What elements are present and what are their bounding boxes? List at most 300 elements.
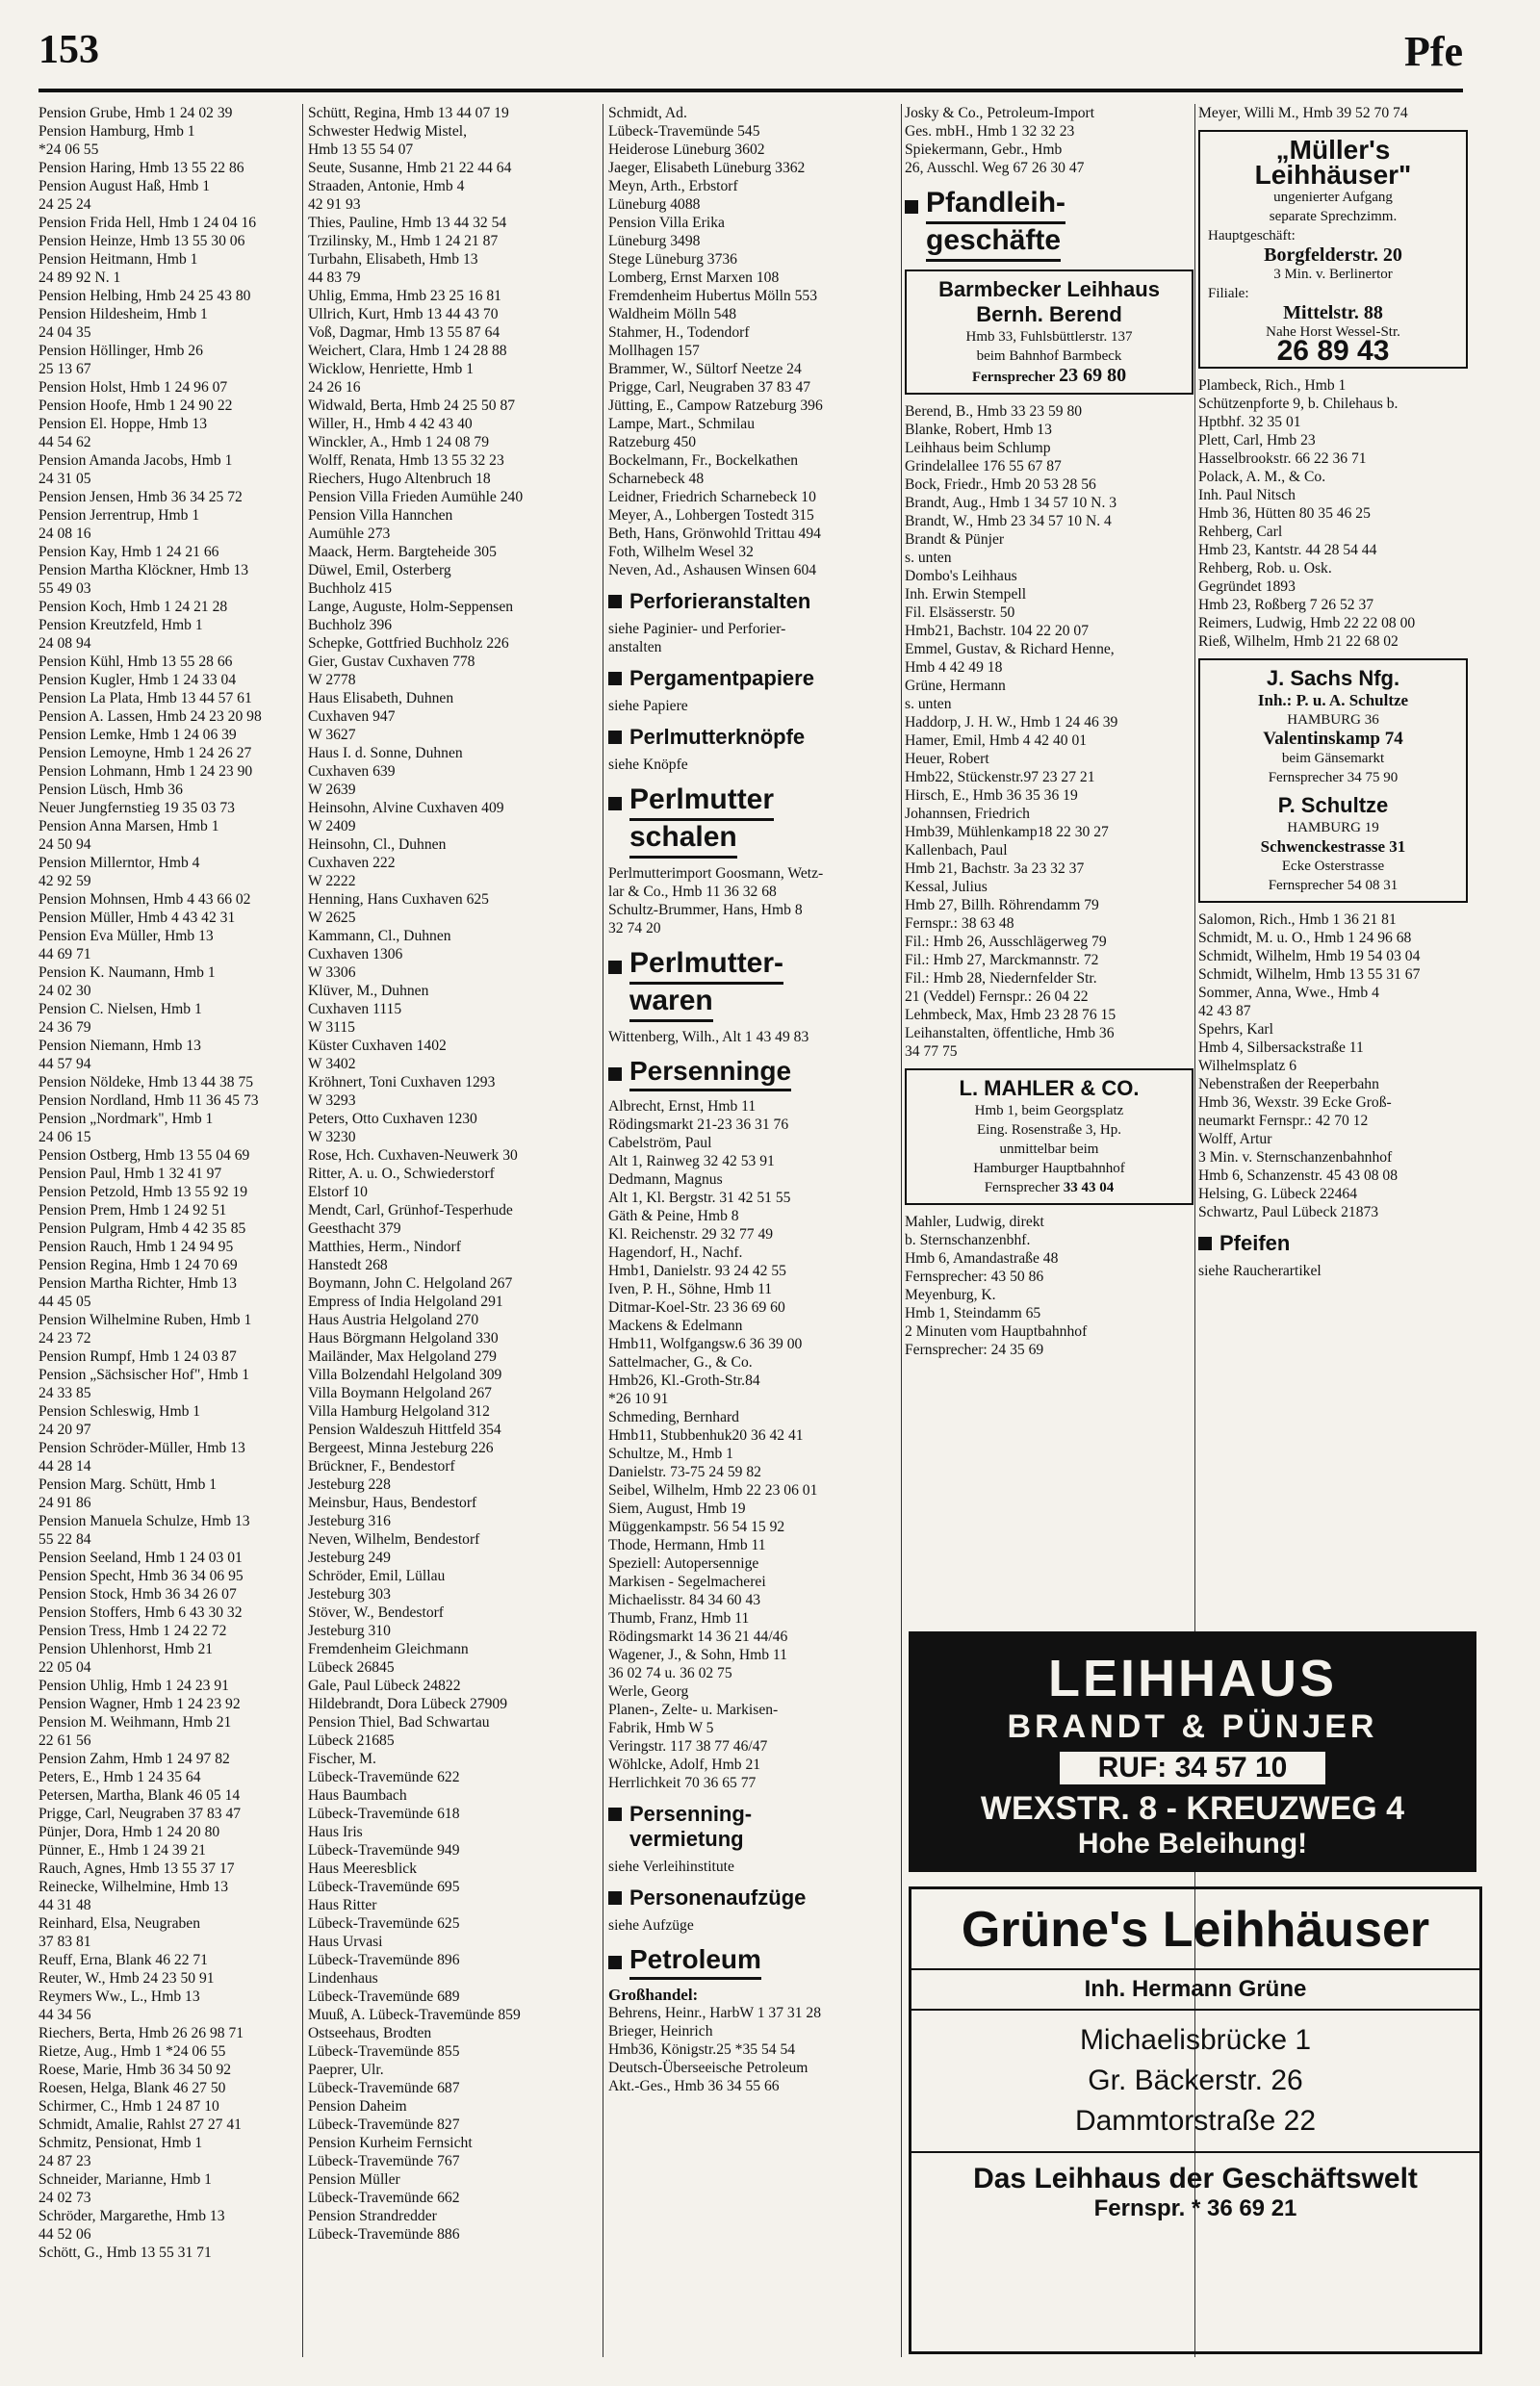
directory-entry: Rehberg, Rob. u. Osk.: [1198, 560, 1332, 577]
ad-title: LEIHHAUS: [1047, 1650, 1337, 1707]
directory-entry: Pension Amanda Jacobs, Hmb 1: [38, 452, 233, 469]
see-reference: siehe Verleihinstitute: [608, 1859, 734, 1875]
directory-entry: Wöhlcke, Adolf, Hmb 21: [608, 1757, 761, 1773]
directory-entry: Lübeck-Travemünde 622: [308, 1769, 460, 1785]
directory-entry: Hmb11, Stubbenhuk20 36 42 41: [608, 1427, 804, 1444]
directory-entry: 32 74 20: [608, 920, 661, 936]
directory-entry: 22 05 04: [38, 1659, 91, 1676]
directory-entry: Trzilinsky, M., Hmb 1 24 21 87: [308, 233, 499, 249]
directory-entry: Ullrich, Kurt, Hmb 13 44 43 70: [308, 306, 499, 322]
directory-entry: Schütt, Regina, Hmb 13 44 07 19: [308, 105, 509, 121]
directory-entry: neumarkt Fernspr.: 42 70 12: [1198, 1113, 1369, 1129]
ad-phone: Fernsprecher 34 75 90: [1268, 770, 1399, 785]
directory-entry: Hmb 36, Hütten 80 35 46 25: [1198, 505, 1371, 522]
directory-entry: Cabelström, Paul: [608, 1135, 712, 1151]
directory-entry: Neven, Ad., Ashausen Winsen 604: [608, 562, 817, 578]
directory-entry: Meinsbur, Haus, Bendestorf: [308, 1495, 477, 1511]
directory-entry: 3 Min. v. Sternschanzenbahnhof: [1198, 1149, 1393, 1166]
phone-label: Fernsprecher: [971, 370, 1056, 385]
directory-entry: 24 25 24: [38, 196, 91, 213]
directory-entry: Bockelmann, Fr., Bockelkathen: [608, 452, 799, 469]
directory-entry: Schmidt, Amalie, Rahlst 27 27 41: [38, 2117, 242, 2133]
directory-entry: Waldheim Mölln 548: [608, 306, 737, 322]
directory-entry: Pension Prem, Hmb 1 24 92 51: [38, 1202, 227, 1219]
phone-number: 26 89 43: [1276, 335, 1390, 367]
directory-entry: Weichert, Clara, Hmb 1 24 28 88: [308, 343, 507, 359]
directory-entry: 24 89 92 N. 1: [38, 269, 121, 286]
directory-entry: Gale, Paul Lübeck 24822: [308, 1678, 461, 1694]
directory-entry: Pension Lemke, Hmb 1 24 06 39: [38, 727, 237, 743]
directory-entry: Lübeck-Travemünde 886: [308, 2226, 460, 2243]
section-title: Persenninge: [629, 1056, 791, 1091]
directory-entry: Iven, P. H., Söhne, Hmb 11: [608, 1281, 773, 1297]
directory-entry: Schwartz, Paul Lübeck 21873: [1198, 1204, 1379, 1220]
column-divider: [302, 104, 303, 2357]
directory-entry: Markisen - Segelmacherei: [608, 1574, 766, 1590]
directory-entry: 44 57 94: [38, 1056, 91, 1072]
directory-entry: Lübeck-Travemünde 896: [308, 1952, 460, 1968]
directory-entry: Ratzeburg 450: [608, 434, 697, 450]
page-key: Pfe: [1403, 28, 1463, 75]
directory-entry: Pension C. Nielsen, Hmb 1: [38, 1001, 202, 1017]
directory-entry: Ditmar-Koel-Str. 23 36 69 60: [608, 1299, 785, 1316]
directory-entry: Lübeck 26845: [308, 1659, 395, 1676]
directory-entry: Wilhelmsplatz 6: [1198, 1058, 1297, 1074]
column-3: [608, 104, 897, 2357]
directory-entry: Hildebrandt, Dora Lübeck 27909: [308, 1696, 507, 1712]
directory-entry: Schröder, Emil, Lüllau: [308, 1568, 446, 1584]
directory-entry: Pension K. Naumann, Hmb 1: [38, 964, 216, 981]
directory-entry: Cuxhaven 222: [308, 855, 396, 871]
directory-entry: Inh. Erwin Stempell: [905, 586, 1027, 603]
directory-entry: Pension „Nordmark", Hmb 1: [38, 1111, 214, 1127]
section-title: Persenning-: [629, 1802, 753, 1826]
directory-entry: Lübeck-Travemünde 618: [308, 1806, 460, 1822]
directory-entry: Lübeck-Travemünde 855: [308, 2043, 460, 2060]
section-pfandleihgeschaefte: [905, 187, 1194, 262]
ad-address: Schwenckestrasse 31: [1260, 837, 1406, 856]
directory-entry: Leidner, Friedrich Scharnebeck 10: [608, 489, 816, 505]
directory-entry: Hmb 13 55 54 07: [308, 141, 414, 158]
directory-entry: Haus I. d. Sonne, Duhnen: [308, 745, 463, 761]
directory-entry: 24 20 97: [38, 1422, 91, 1438]
ad-slogan: Das Leihhaus der Geschäftswelt: [911, 2151, 1479, 2195]
directory-entry: Hmb22, Stückenstr.97 23 27 21: [905, 769, 1095, 785]
bullet-icon: [608, 672, 622, 685]
directory-entry: Küster Cuxhaven 1402: [308, 1038, 447, 1054]
directory-entry: s. unten: [905, 696, 952, 712]
directory-entry: Stöver, W., Bendestorf: [308, 1604, 445, 1621]
directory-entry: Pension La Plata, Hmb 13 44 57 61: [38, 690, 252, 706]
directory-entry: Salomon, Rich., Hmb 1 36 21 81: [1198, 911, 1397, 928]
directory-entry: Berend, B., Hmb 33 23 59 80: [905, 403, 1083, 420]
directory-entry: Johannsen, Friedrich: [905, 806, 1030, 822]
directory-entry: Fernsprecher: 24 35 69: [905, 1342, 1044, 1358]
directory-entry: Maack, Herm. Bargteheide 305: [308, 544, 497, 560]
directory-entry: Haus Ritter: [308, 1897, 377, 1913]
directory-entry: Empress of India Helgoland 291: [308, 1294, 503, 1310]
directory-entry: b. Sternschanzenbhf.: [905, 1232, 1031, 1248]
directory-entry: Klüver, M., Duhnen: [308, 983, 429, 999]
directory-entry: Hmb 27, Billh. Röhrendamm 79: [905, 897, 1099, 913]
directory-entry: Fil.: Hmb 28, Niedernfelder Str.: [905, 970, 1097, 987]
section-title: Pergamentpapiere: [629, 666, 814, 690]
ad-line: Nahe Horst Wessel-Str.: [1266, 324, 1400, 340]
directory-entry: Pension Manuela Schulze, Hmb 13: [38, 1513, 250, 1529]
directory-entry: Widwald, Berta, Hmb 24 25 50 87: [308, 398, 516, 414]
directory-entry: Thies, Pauline, Hmb 13 44 32 54: [308, 215, 507, 231]
directory-entry: W 2639: [308, 782, 356, 798]
ad-address: Michaelisbrücke 1: [1079, 2024, 1312, 2056]
subsection-label: Großhandel:: [608, 1986, 699, 2004]
directory-entry: Lange, Auguste, Holm-Seppensen: [308, 599, 514, 615]
directory-entry: 24 02 30: [38, 983, 91, 999]
directory-entry: Inh. Paul Nitsch: [1198, 487, 1296, 503]
directory-entry: Peters, Otto Cuxhaven 1230: [308, 1111, 477, 1127]
directory-entry: W 3402: [308, 1056, 356, 1072]
directory-entry: Pension Nordland, Hmb 11 36 45 73: [38, 1092, 259, 1109]
directory-entry: Turbahn, Elisabeth, Hmb 13: [308, 251, 478, 268]
directory-entry: Helsing, G. Lübeck 22464: [1198, 1186, 1358, 1202]
directory-entry: Pension Ostberg, Hmb 13 55 04 69: [38, 1147, 250, 1164]
directory-entry: Reuff, Erna, Blank 46 22 71: [38, 1952, 208, 1968]
directory-entry: Hmb 21, Bachstr. 3a 23 32 37: [905, 860, 1085, 877]
directory-entry: Mahler, Ludwig, direkt: [905, 1214, 1044, 1230]
directory-entry: Hmb 36, Wexstr. 39 Ecke Groß-: [1198, 1094, 1392, 1111]
bullet-icon: [608, 731, 622, 744]
directory-entry: Reymers Ww., L., Hmb 13: [38, 1988, 200, 2005]
directory-entry: Jesteburg 303: [308, 1586, 391, 1603]
directory-entry: 24 08 16: [38, 526, 91, 542]
section-persenningvermietung: [608, 1802, 897, 1852]
directory-entry: Jaeger, Elisabeth Lüneburg 3362: [608, 160, 806, 176]
directory-entry: Blanke, Robert, Hmb 13: [905, 422, 1052, 438]
directory-entry: Bock, Friedr., Hmb 20 53 28 56: [905, 476, 1096, 493]
ad-muellers-leihhaeuser: [1198, 130, 1468, 369]
directory-entry: Pension Grube, Hmb 1 24 02 39: [38, 105, 233, 121]
directory-entry: Lübeck-Travemünde 662: [308, 2190, 460, 2206]
directory-entry: Mailänder, Max Helgoland 279: [308, 1348, 497, 1365]
directory-entry: Pension Hildesheim, Hmb 1: [38, 306, 208, 322]
directory-entry: Pension Villa Frieden Aumühle 240: [308, 489, 524, 505]
directory-entry: Fernspr.: 38 63 48: [905, 915, 1014, 932]
directory-entry: Herrlichkeit 70 36 65 77: [608, 1775, 757, 1791]
directory-entry: 55 49 03: [38, 580, 91, 597]
directory-entry: 42 92 59: [38, 873, 91, 889]
directory-entry: Plambeck, Rich., Hmb 1: [1198, 377, 1347, 394]
directory-entry: Foth, Wilhelm Wesel 32: [608, 544, 754, 560]
directory-entry: Haus Iris: [308, 1824, 363, 1840]
directory-entry: 22 61 56: [38, 1732, 91, 1749]
directory-entry: Pension Müller: [308, 2171, 400, 2188]
directory-entry: Lomberg, Ernst Marxen 108: [608, 269, 780, 286]
directory-entry: Hagendorf, H., Nachf.: [608, 1244, 743, 1261]
directory-entry: Riechers, Berta, Hmb 26 26 98 71: [38, 2025, 244, 2041]
directory-entry: Alt 1, Rainweg 32 42 53 91: [608, 1153, 775, 1169]
directory-entry: 44 54 62: [38, 434, 91, 450]
ad-leihhaus-brandt-puenjer: [909, 1631, 1476, 1872]
ad-title: J. Sachs Nfg.: [1266, 666, 1400, 690]
ad-address: WEXSTR. 8 - KREUZWEG 4: [980, 1790, 1405, 1827]
directory-entry: 44 83 79: [308, 269, 361, 286]
directory-entry: Brandt & Pünjer: [905, 531, 1005, 548]
directory-entry: Stahmer, H., Todendorf: [608, 324, 750, 341]
directory-entry: Fil.: Hmb 27, Marckmannstr. 72: [905, 952, 1099, 968]
directory-entry: Rauch, Agnes, Hmb 13 55 37 17: [38, 1860, 235, 1877]
directory-entry: Villa Boymann Helgoland 267: [308, 1385, 492, 1401]
column-divider: [901, 104, 902, 2357]
directory-entry: Thumb, Franz, Hmb 11: [608, 1610, 750, 1627]
directory-entry: Hptbhf. 32 35 01: [1198, 414, 1301, 430]
column-5: [1198, 104, 1468, 1616]
directory-entry: Emmel, Gustav, & Richard Henne,: [905, 641, 1115, 657]
directory-entry: Haus Elisabeth, Duhnen: [308, 690, 454, 706]
directory-entry: Pension August Haß, Hmb 1: [38, 178, 211, 194]
directory-entry: Perlmutterimport Goosmann, Wetz-: [608, 865, 824, 882]
directory-entry: Pension Lüsch, Hmb 36: [38, 782, 183, 798]
see-reference: siehe Raucherartikel: [1198, 1263, 1322, 1279]
directory-entry: Schmeding, Bernhard: [608, 1409, 739, 1425]
ad-sachs: [1198, 658, 1468, 903]
ad-line: Hauptgeschäft:: [1208, 228, 1296, 244]
directory-entry: Meyer, A., Lohbergen Tostedt 315: [608, 507, 814, 524]
directory-entry: Mendt, Carl, Grünhof-Tesperhude: [308, 1202, 513, 1219]
directory-entry: Schultze, M., Hmb 1: [608, 1446, 733, 1462]
directory-entry: Bergeest, Minna Jesteburg 226: [308, 1440, 494, 1456]
directory-entry: Sommer, Anna, Wwe., Hmb 4: [1198, 985, 1379, 1001]
section-pergamentpapiere: [608, 666, 897, 691]
ad-title: Barmbecker Leihhaus: [938, 277, 1160, 301]
directory-entry: 44 52 06: [38, 2226, 91, 2243]
directory-entry: Roese, Marie, Hmb 36 34 50 92: [38, 2062, 232, 2078]
ad-subtitle: Bernh. Berend: [976, 302, 1122, 326]
directory-entry: Winckler, A., Hmb 1 24 08 79: [308, 434, 490, 450]
section-title: Petroleum: [629, 1944, 761, 1980]
directory-entry: Haus Austria Helgoland 270: [308, 1312, 479, 1328]
directory-entry: Hmb39, Mühlenkamp18 22 30 27: [905, 824, 1109, 840]
directory-entry: Elstorf 10: [308, 1184, 368, 1200]
directory-entry: Buchholz 415: [308, 580, 393, 597]
ad-title: Grüne's Leihhäuser: [961, 1902, 1430, 1958]
directory-entry: Pension Uhlig, Hmb 1 24 23 91: [38, 1678, 229, 1694]
directory-entry: Meyenburg, K.: [905, 1287, 996, 1303]
bullet-icon: [1198, 1237, 1212, 1250]
directory-entry: Schneider, Marianne, Hmb 1: [38, 2171, 212, 2188]
directory-entry: Stege Lüneburg 3736: [608, 251, 737, 268]
ad-title: „Müller's: [1275, 135, 1391, 165]
directory-entry: Pension Jensen, Hmb 36 34 25 72: [38, 489, 243, 505]
directory-entry: Brandt, W., Hmb 23 34 57 10 N. 4: [905, 513, 1112, 529]
section-title: Perforieranstalten: [629, 589, 811, 613]
directory-entry: Pension „Sächsischer Hof", Hmb 1: [38, 1367, 250, 1383]
directory-entry: Grüne, Hermann: [905, 678, 1006, 694]
directory-entry: Rose, Hch. Cuxhaven-Neuwerk 30: [308, 1147, 518, 1164]
directory-entry: 24 91 86: [38, 1495, 91, 1511]
directory-entry: Kl. Reichenstr. 29 32 77 49: [608, 1226, 774, 1243]
directory-entry: Riechers, Hugo Altenbruch 18: [308, 471, 491, 487]
directory-entry: Siem, August, Hmb 19: [608, 1501, 746, 1517]
directory-entry: Gegründet 1893: [1198, 578, 1296, 595]
directory-entry: Schmidt, Ad.: [608, 105, 687, 121]
directory-entry: Prigge, Carl, Neugraben 37 83 47: [608, 379, 811, 396]
directory-entry: Pension Stoffers, Hmb 6 43 30 32: [38, 1604, 243, 1621]
ad-mahler: [905, 1068, 1194, 1205]
directory-entry: Pension Helbing, Hmb 24 25 43 80: [38, 288, 251, 304]
bullet-icon: [608, 595, 622, 608]
ad-title: L. MAHLER & CO.: [959, 1076, 1140, 1100]
section-persenninge: [608, 1056, 897, 1091]
directory-entry: Wagener, J., & Sohn, Hmb 11: [608, 1647, 787, 1663]
directory-entry: Hmb21, Bachstr. 104 22 20 07: [905, 623, 1090, 639]
directory-entry: Pension Paul, Hmb 1 32 41 97: [38, 1166, 222, 1182]
ad-phone: RUF: 34 57 10: [1060, 1752, 1326, 1784]
bullet-icon: [608, 797, 622, 810]
directory-entry: Josky & Co., Petroleum-Import: [905, 105, 1095, 121]
directory-entry: Pension Uhlenhorst, Hmb 21: [38, 1641, 214, 1657]
directory-entry: 36 02 74 u. 36 02 75: [608, 1665, 732, 1681]
directory-entry: Reinhard, Elsa, Neugraben: [38, 1915, 201, 1932]
directory-entry: Pension Haring, Hmb 13 55 22 86: [38, 160, 244, 176]
section-title: Perlmutter: [629, 783, 774, 821]
ad-line: separate Sprechzimm.: [1269, 209, 1398, 224]
directory-entry: Pension Müller, Hmb 4 43 42 31: [38, 910, 236, 926]
directory-entry: Lübeck-Travemünde 625: [308, 1915, 460, 1932]
directory-entry: Pension Petzold, Hmb 13 55 92 19: [38, 1184, 248, 1200]
directory-entry: W 3306: [308, 964, 356, 981]
section-title: Pfandleih-: [926, 187, 1065, 224]
directory-entry: Albrecht, Ernst, Hmb 11: [608, 1098, 757, 1115]
directory-entry: Fremdenheim Hubertus Mölln 553: [608, 288, 817, 304]
directory-entry: Lübeck-Travemünde 827: [308, 2117, 460, 2133]
directory-entry: 44 45 05: [38, 1294, 91, 1310]
directory-entry: Pension Wagner, Hmb 1 24 23 92: [38, 1696, 241, 1712]
directory-entry: Neven, Wilhelm, Bendestorf: [308, 1531, 480, 1548]
ad-address: beim Bahnhof Barmbeck: [976, 348, 1122, 364]
directory-entry: 44 28 14: [38, 1458, 91, 1475]
bullet-icon: [608, 1891, 622, 1905]
ad-line: Ecke Osterstrasse: [1281, 859, 1385, 874]
section-title: schalen: [629, 821, 737, 859]
bullet-icon: [905, 200, 918, 214]
phone-number: 33 43 04: [1063, 1180, 1115, 1195]
directory-entry: Reuter, W., Hmb 24 23 50 91: [38, 1970, 215, 1987]
ad-line: Hmb 1, beim Georgsplatz: [974, 1103, 1124, 1118]
ad-line: HAMBURG 19: [1287, 820, 1379, 835]
directory-entry: Dombo's Leihhaus: [905, 568, 1017, 584]
directory-entry: Schött, G., Hmb 13 55 31 71: [38, 2245, 212, 2261]
directory-entry: Voß, Dagmar, Hmb 13 55 87 64: [308, 324, 500, 341]
directory-entry: 44 31 48: [38, 1897, 91, 1913]
directory-entry: Haus Börgmann Helgoland 330: [308, 1330, 499, 1347]
see-reference: siehe Aufzüge: [608, 1917, 694, 1934]
directory-entry: Hmb26, Kl.-Groth-Str.84: [608, 1373, 760, 1389]
directory-entry: Petersen, Martha, Blank 46 05 14: [38, 1787, 241, 1804]
directory-entry: Uhlig, Emma, Hmb 23 25 16 81: [308, 288, 501, 304]
directory-entry: Schmidt, Wilhelm, Hmb 19 54 03 04: [1198, 948, 1421, 964]
bullet-icon: [608, 1067, 622, 1081]
directory-entry: Müggenkampstr. 56 54 15 92: [608, 1519, 785, 1535]
directory-entry: Pension Jerrentrup, Hmb 1: [38, 507, 200, 524]
directory-entry: lar & Co., Hmb 11 36 32 68: [608, 884, 777, 900]
directory-entry: *26 10 91: [608, 1391, 669, 1407]
directory-entry: Gier, Gustav Cuxhaven 778: [308, 654, 475, 670]
directory-entry: Henning, Hans Cuxhaven 625: [308, 891, 489, 908]
directory-entry: W 3230: [308, 1129, 356, 1145]
bullet-icon: [608, 1808, 622, 1821]
directory-entry: 24 02 73: [38, 2190, 91, 2206]
directory-entry: 44 69 71: [38, 946, 91, 962]
directory-entry: 24 26 16: [308, 379, 361, 396]
directory-entry: Pension Mohnsen, Hmb 4 43 66 02: [38, 891, 251, 908]
directory-entry: Schirmer, C., Hmb 1 24 87 10: [38, 2098, 219, 2115]
directory-entry: Pension Heinze, Hmb 13 55 30 06: [38, 233, 245, 249]
directory-entry: Pension El. Hoppe, Hmb 13: [38, 416, 207, 432]
directory-entry: Lindenhaus: [308, 1970, 378, 1987]
directory-entry: Rödingsmarkt 21-23 36 31 76: [608, 1116, 789, 1133]
directory-entry: Hmb11, Wolfgangsw.6 36 39 00: [608, 1336, 803, 1352]
directory-entry: 24 06 15: [38, 1129, 91, 1145]
directory-entry: Pension Schröder-Müller, Hmb 13: [38, 1440, 245, 1456]
directory-entry: Meyer, Willi M., Hmb 39 52 70 74: [1198, 105, 1408, 121]
directory-entry: Kammann, Cl., Duhnen: [308, 928, 451, 944]
directory-entry: Pension Millerntor, Hmb 4: [38, 855, 200, 871]
column-4: [905, 104, 1194, 1616]
directory-entry: Pension Kurheim Fernsicht: [308, 2135, 473, 2151]
directory-entry: Rietze, Aug., Hmb 1 *24 06 55: [38, 2043, 226, 2060]
section-title: geschäfte: [926, 224, 1061, 262]
directory-entry: Schmidt, M. u. O., Hmb 1 24 96 68: [1198, 930, 1412, 946]
section-perlmutterwaren: [608, 947, 897, 1022]
directory-entry: Meyn, Arth., Erbstorf: [608, 178, 738, 194]
directory-entry: Villa Hamburg Helgoland 312: [308, 1403, 490, 1420]
directory-entry: Brandt, Aug., Hmb 1 34 57 10 N. 3: [905, 495, 1117, 511]
directory-entry: Rieß, Wilhelm, Hmb 21 22 68 02: [1198, 633, 1399, 650]
page-header: [38, 27, 1463, 87]
directory-entry: Pension Kühl, Hmb 13 55 28 66: [38, 654, 233, 670]
section-perlmutterknoepfe: [608, 725, 897, 750]
directory-entry: Heuer, Robert: [905, 751, 989, 767]
directory-entry: W 3293: [308, 1092, 356, 1109]
directory-entry: Cuxhaven 1115: [308, 1001, 402, 1017]
directory-entry: Pension Marg. Schütt, Hmb 1: [38, 1476, 218, 1493]
bullet-icon: [608, 961, 622, 974]
directory-entry: Lüneburg 4088: [608, 196, 701, 213]
directory-entry: Jesteburg 316: [308, 1513, 391, 1529]
directory-entry: Lübeck-Travemünde 949: [308, 1842, 460, 1859]
directory-entry: Leihanstalten, öffentliche, Hmb 36: [905, 1025, 1115, 1041]
directory-entry: Pension Lohmann, Hmb 1 24 23 90: [38, 763, 253, 780]
section-title: Perlmutter-: [629, 947, 783, 985]
directory-entry: Pension Eva Müller, Hmb 13: [38, 928, 214, 944]
phone-label: Fernsprecher: [984, 1180, 1061, 1195]
directory-entry: Schützenpforte 9, b. Chilehaus b.: [1198, 396, 1399, 412]
ad-line: ungenierter Aufgang: [1273, 190, 1393, 205]
ad-address: Dammtorstraße 22: [1074, 2105, 1317, 2137]
directory-entry: Hamer, Emil, Hmb 4 42 40 01: [905, 732, 1088, 749]
directory-entry: Kessal, Julius: [905, 879, 988, 895]
directory-entry: Spiekermann, Gebr., Hmb: [905, 141, 1063, 158]
directory-entry: Pension Martha Klöckner, Hmb 13: [38, 562, 249, 578]
directory-entry: 24 08 94: [38, 635, 91, 652]
directory-entry: s. unten: [905, 550, 952, 566]
directory-entry: Hasselbrookstr. 66 22 36 71: [1198, 450, 1367, 467]
directory-entry: Schepke, Gottfried Buchholz 226: [308, 635, 509, 652]
directory-entry: Ges. mbH., Hmb 1 32 32 23: [905, 123, 1075, 140]
directory-entry: Pension Villa Hannchen: [308, 507, 453, 524]
directory-entry: Muuß, A. Lübeck-Travemünde 859: [308, 2007, 521, 2023]
directory-entry: Grindelallee 176 55 67 87: [905, 458, 1062, 475]
header-rule: [38, 89, 1463, 92]
